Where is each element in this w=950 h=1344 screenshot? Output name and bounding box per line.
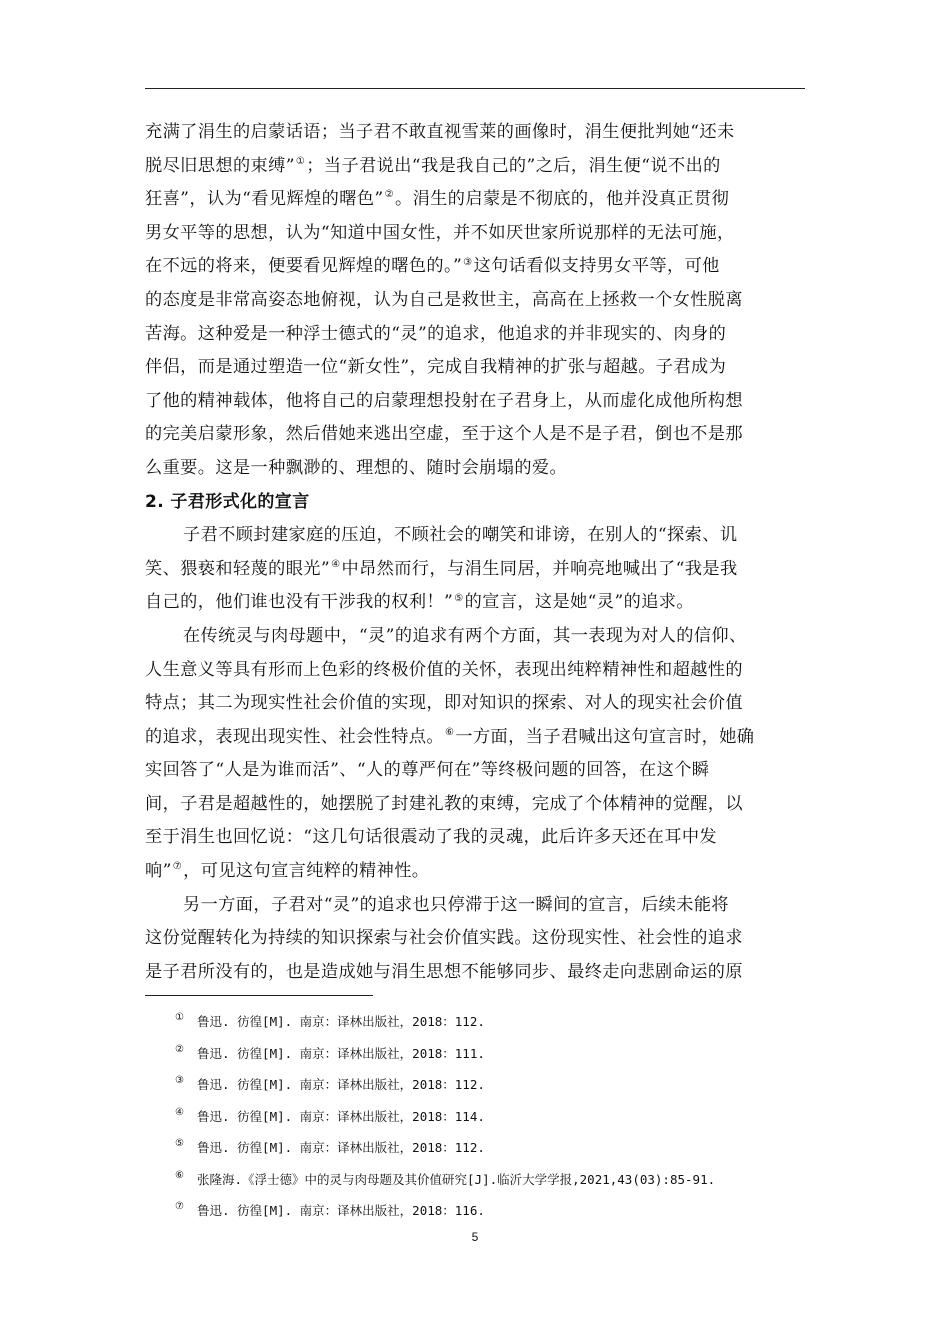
footnote-text: 鲁迅. 彷徨[M]. 南京：译林出版社，2018：112.	[197, 1140, 485, 1155]
text-run: ；当子君说出“我是我自己的”之后，涓生便“说不出的	[306, 155, 721, 176]
text-line	[145, 116, 805, 150]
footnote-text: 鲁迅. 彷徨[M]. 南京：译林出版社，2018：114.	[197, 1108, 485, 1124]
text-line	[145, 620, 805, 654]
text-run: 人生意义等具有形而上色彩的终极价值的关怀，表现出纯粹精神性和超越性的	[145, 659, 743, 680]
text-run: 一方面，当子君喊出这句宣言时，她确	[455, 726, 755, 747]
text-line	[145, 922, 805, 956]
footnote-text: 张隆海.《浮士德》中的灵与肉母题及其价值研究[J].临沂大学学报,2021,43(03):85-91.	[197, 1171, 716, 1187]
footnote-5	[175, 1138, 795, 1170]
footnote-text: 鲁迅. 彷徨[M]. 南京：译林出版社，2018：112.	[197, 1014, 485, 1029]
text-run: 笑、猥亵和轻蔑的眼光”	[145, 558, 331, 579]
text-run: 实回答了“人是为谁而活”、“人的尊严何在”等终极问题的回答，在这个瞬	[145, 760, 710, 781]
footnote-2	[175, 1044, 795, 1076]
text-line	[145, 385, 805, 419]
text-run: 了他的精神载体，他将自己的启蒙理想投射在子君身上，从而虚化成他所构想	[145, 390, 743, 411]
text-run: 。涓生的启蒙是不彻底的，他并没真正贯彻	[395, 189, 730, 210]
text-run: 的态度是非常高姿态地俯视，认为自己是救世主，高高在上拯救一个女性脱离	[145, 289, 743, 310]
text-run: 这份觉醒转化为持续的知识探索与社会价值实践。这份现实性、社会性的追求	[145, 928, 743, 949]
text-line	[145, 788, 805, 822]
footnote-7	[175, 1201, 795, 1233]
footnote-number: ④	[175, 1106, 184, 1118]
footnote-number: ⑥	[175, 1169, 184, 1181]
text-line	[145, 855, 805, 889]
footnotes	[175, 1012, 795, 1233]
header-rule	[145, 88, 805, 89]
text-run: 响”	[145, 861, 172, 882]
text-run: 在传统灵与肉母题中，“灵”的追求有两个方面，其一表现为对人的信仰、	[183, 625, 747, 646]
text-line	[145, 183, 805, 217]
text-run: 是子君所没有的，也是造成她与涓生思想不能够同步、最终走向悲剧命运的原	[145, 961, 743, 982]
text-run: 的完美启蒙形象，然后借她来逃出空虚，至于这个人是不是子君，倒也不是那	[145, 424, 743, 445]
text-line	[145, 889, 805, 923]
text-line	[145, 351, 805, 385]
footnote-number: ③	[175, 1075, 184, 1086]
text-run: 在不远的将来，便要看见辉煌的曙色的。”	[145, 256, 463, 277]
text-line	[145, 956, 805, 990]
paragraph-4	[145, 889, 805, 990]
footnote-text: 鲁迅. 彷徨[M]. 南京：译林出版社，2018：116.	[197, 1203, 485, 1218]
text-run: 的追求，表现出现实性、社会性特点。	[145, 726, 444, 747]
text-line	[145, 418, 805, 452]
footnote-text: 鲁迅. 彷徨[M]. 南京：译林出版社，2018：111.	[197, 1045, 485, 1061]
text-run: 中昂然而行，与涓生同居，并响亮地喊出了“我是我	[341, 558, 738, 579]
text-line	[145, 519, 805, 553]
text-run: 男女平等的思想，认为“知道中国女性，并不如厌世家所说那样的无法可施，	[145, 222, 735, 243]
text-line	[145, 654, 805, 688]
section-heading: 2. 子君形式化的宣言	[145, 491, 310, 512]
paragraph-1	[145, 116, 805, 486]
footnote-number: ①	[175, 1012, 184, 1023]
text-line	[145, 553, 805, 587]
text-run: 狂喜”，认为“看见辉煌的曙色”	[145, 189, 384, 210]
footnote-marker: ⑤	[454, 592, 464, 604]
text-run: 另一方面，子君对“灵”的追求也只停滞于这一瞬间的宣言，后续未能将	[183, 894, 730, 915]
text-run: 至于涓生也回忆说：“这几句话很震动了我的灵魂，此后许多天还在耳中发	[145, 827, 717, 848]
text-run: 充满了涓生的启蒙话语；当子君不敢直视雪莱的画像时，涓生便批判她“还未	[145, 122, 735, 142]
footnote-4	[175, 1107, 795, 1139]
footnote-marker: ⑦	[172, 861, 183, 873]
footnote-rule	[145, 995, 373, 996]
footnote-marker: ①	[295, 155, 306, 167]
text-line	[145, 821, 805, 855]
footnote-marker: ④	[331, 558, 341, 570]
text-run: 子君不顾封建家庭的压迫，不顾社会的嘲笑和诽谤，在别人的“探索、讥	[183, 525, 738, 546]
footnote-text: 鲁迅. 彷徨[M]. 南京：译林出版社，2018：112.	[197, 1077, 485, 1092]
text-run: 特点；其二为现实性社会价值的实现，即对知识的探索、对人的现实社会价值	[145, 693, 743, 714]
text-line	[145, 687, 805, 721]
footnote-6	[175, 1170, 795, 1202]
footnote-number: ⑤	[175, 1138, 184, 1149]
footnote-number: ⑦	[175, 1201, 184, 1212]
footnote-marker: ③	[463, 256, 473, 268]
text-line	[145, 150, 805, 184]
text-run: 的宣言，这是她“灵”的追求。	[464, 592, 694, 613]
text-run: 脱尽旧思想的束缚”	[145, 155, 295, 176]
footnote-marker: ②	[384, 189, 394, 201]
text-line	[145, 318, 805, 352]
text-line	[145, 284, 805, 318]
text-run: 这句话看似支持男女平等，可他	[473, 256, 720, 277]
text-line	[145, 586, 805, 620]
paragraph-3	[145, 620, 805, 889]
text-line	[145, 250, 805, 284]
text-run: ，可见这句宣言纯粹的精神性。	[183, 861, 430, 882]
text-run: 自己的，他们谁也没有干涉我的权利！”	[145, 592, 454, 613]
footnote-number: ②	[175, 1043, 184, 1055]
text-run: 么重要。这是一种飘渺的、理想的、随时会崩塌的爱。	[145, 457, 568, 478]
text-line	[145, 721, 805, 755]
body-text	[145, 116, 805, 989]
text-line	[145, 452, 805, 486]
paragraph-2	[145, 519, 805, 620]
footnote-1	[175, 1012, 795, 1044]
footnote-3	[175, 1075, 795, 1107]
footnote-marker: ⑥	[445, 726, 455, 738]
text-line	[145, 754, 805, 788]
text-line	[145, 217, 805, 251]
text-run: 伴侣，而是通过塑造一位“新女性”，完成自我精神的扩张与超越。子君成为	[145, 357, 727, 378]
text-run: 间，子君是超越性的，她摆脱了封建礼教的束缚，完成了个体精神的觉醒，以	[145, 793, 743, 814]
text-run: 苦海。这种爱是一种浮士德式的“灵”的追求，他追求的并非现实的、肉身的	[145, 323, 727, 344]
page-number: 5	[471, 1230, 479, 1244]
